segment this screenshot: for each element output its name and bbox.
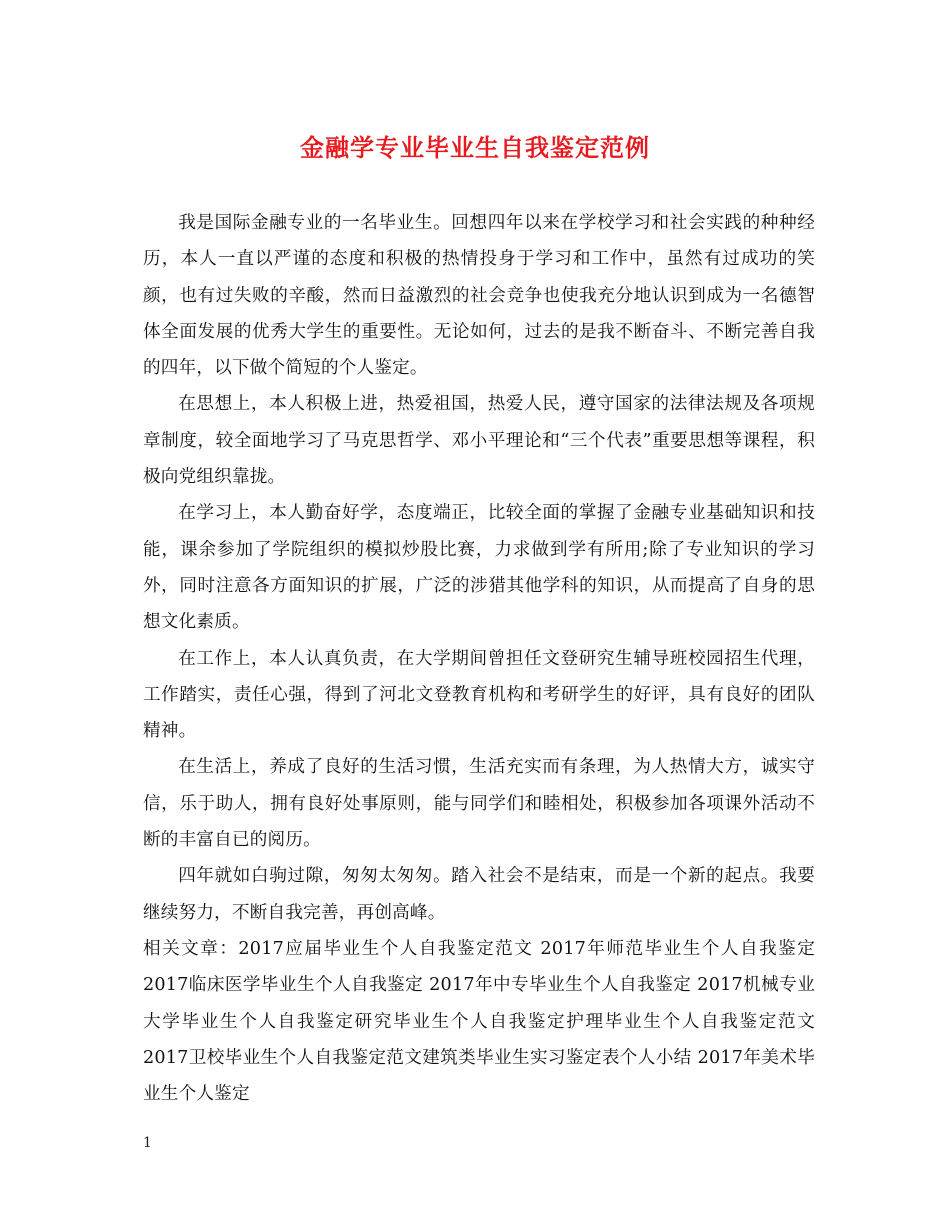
page-number: 1: [143, 1135, 152, 1151]
paragraph-study: 在学习上，本人勤奋好学，态度端正，比较全面的掌握了金融专业基础知识和技能，课余参加了学院组织的模拟炒股比赛，力求做到学有所用;除了专业知识的学习外，同时注意各方面知识的扩展，广泛的涉猎其他学科的知识，从而提高了自身的思想文化素质。: [143, 503, 815, 633]
paragraph-life: 在生活上，养成了良好的生活习惯，生活充实而有条理，为人热情大方，诚实守信，乐于助人，拥有良好处事原则，能与同学们和睦相处，积极参加各项课外活动不断的丰富自已的阅历。: [143, 757, 815, 851]
paragraph-conclusion: 四年就如白驹过隙，匆匆太匆匆。踏入社会不是结束，而是一个新的起点。我要继续努力，不断自我完善，再创高峰。: [143, 866, 815, 923]
paragraph-intro: 我是国际金融专业的一名毕业生。回想四年以来在学校学习和社会实践的种种经历，本人一直以严谨的态度和积极的热情投身于学习和工作中，虽然有过成功的笑颜，也有过失败的辛酸，然而日益激烈的社会竞争也使我充分地认识到成为一名德智体全面发展的优秀大学生的重要性。无论如何，过去的是我不断奋斗、不断完善自我的四年，以下做个简短的个人鉴定。: [143, 213, 815, 379]
related-articles: 相关文章：2017应届毕业生个人自我鉴定范文 2017年师范毕业生个人自我鉴定 2017临床医学毕业生个人自我鉴定 2017年中专毕业生个人自我鉴定 2017机械专业大学毕业生个人自我鉴定研究毕业生个人自我鉴定护理毕业生个人自我鉴定范文 2017卫校毕业生个人自我鉴定范文建筑类毕业生实习鉴定表个人小结 2017年美术毕业生个人鉴定: [143, 938, 815, 1105]
paragraph-ideology: 在思想上，本人积极上进，热爱祖国，热爱人民，遵守国家的法律法规及各项规章制度，较全面地学习了马克思哲学、邓小平理论和“三个代表”重要思想等课程，积极向党组织靠拢。: [143, 394, 815, 488]
paragraph-work: 在工作上，本人认真负责，在大学期间曾担任文登研究生辅导班校园招生代理，工作踏实，责任心强，得到了河北文登教育机构和考研学生的好评，具有良好的团队精神。: [143, 648, 815, 742]
page-title: 金融学专业毕业生自我鉴定范例: [300, 133, 650, 162]
document-body: [143, 205, 815, 1112]
